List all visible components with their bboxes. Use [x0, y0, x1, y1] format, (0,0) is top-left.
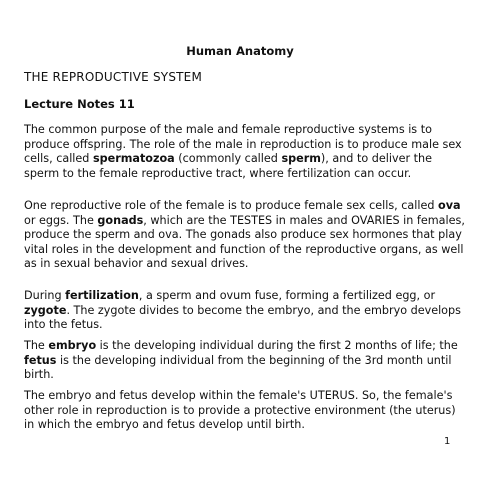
text-run: ), and to deliver the sperm to the female reproductive tract, where fertilization can occur.: [24, 152, 432, 180]
text-run: is the developing individual from the beginning of the 3rd month until birth.: [24, 353, 452, 382]
text-run: . The zygote divides to become the embryo, and the embryo develops into the fetus.: [24, 303, 461, 332]
paragraph-purpose: [24, 123, 468, 181]
paragraph-fertilization: [24, 289, 468, 333]
bold-term: gonads: [97, 213, 144, 227]
paragraph-embryo-fetus: [24, 339, 468, 383]
bold-term: fetus: [24, 353, 57, 367]
text-run: The common purpose of the male and female reproductive systems is to produce offspring. The role of the male in reproduction is to produce male sex cells, called: [24, 123, 462, 166]
text-run: During: [24, 289, 66, 302]
document-title: Human Anatomy: [186, 44, 294, 58]
paragraph-uterus: [24, 389, 468, 433]
text-run: or eggs. The: [24, 213, 98, 227]
bold-term: sperm: [281, 152, 321, 166]
lecture-heading: Lecture Notes 11: [24, 97, 135, 111]
page-number: 1: [444, 436, 451, 447]
text-run: The embryo and fetus develop within the female's UTERUS. So, the female's other role in reproduction is to provide a protective environment (the uterus) in which the embryo and fetus develop until birth.: [24, 389, 456, 432]
bold-term: fertilization: [65, 289, 139, 302]
text-run: , which are the TESTES in males and OVARIES in females, produce the sperm and ova. The gonads also produce sex hormones that play vital roles in the development and function of the reproductive organs, as well as in sexual behavior and sexual drives.: [24, 213, 465, 271]
text-run: is the developing individual during the first 2 months of life; the: [96, 339, 458, 352]
bold-term: zygote: [24, 303, 67, 317]
paragraph-female-role: [24, 199, 468, 272]
bold-term: embryo: [48, 339, 97, 352]
text-run: (commonly called: [174, 152, 282, 166]
text-run: One reproductive role of the female is to produce female sex cells, called: [24, 199, 439, 212]
chapter-heading: THE REPRODUCTIVE SYSTEM: [24, 70, 202, 84]
text-run: , a sperm and ovum fuse, forming a fertilized egg, or: [138, 289, 436, 302]
text-run: The: [24, 339, 49, 352]
bold-term: ova: [438, 199, 461, 212]
bold-term: spermatozoa: [92, 152, 175, 166]
